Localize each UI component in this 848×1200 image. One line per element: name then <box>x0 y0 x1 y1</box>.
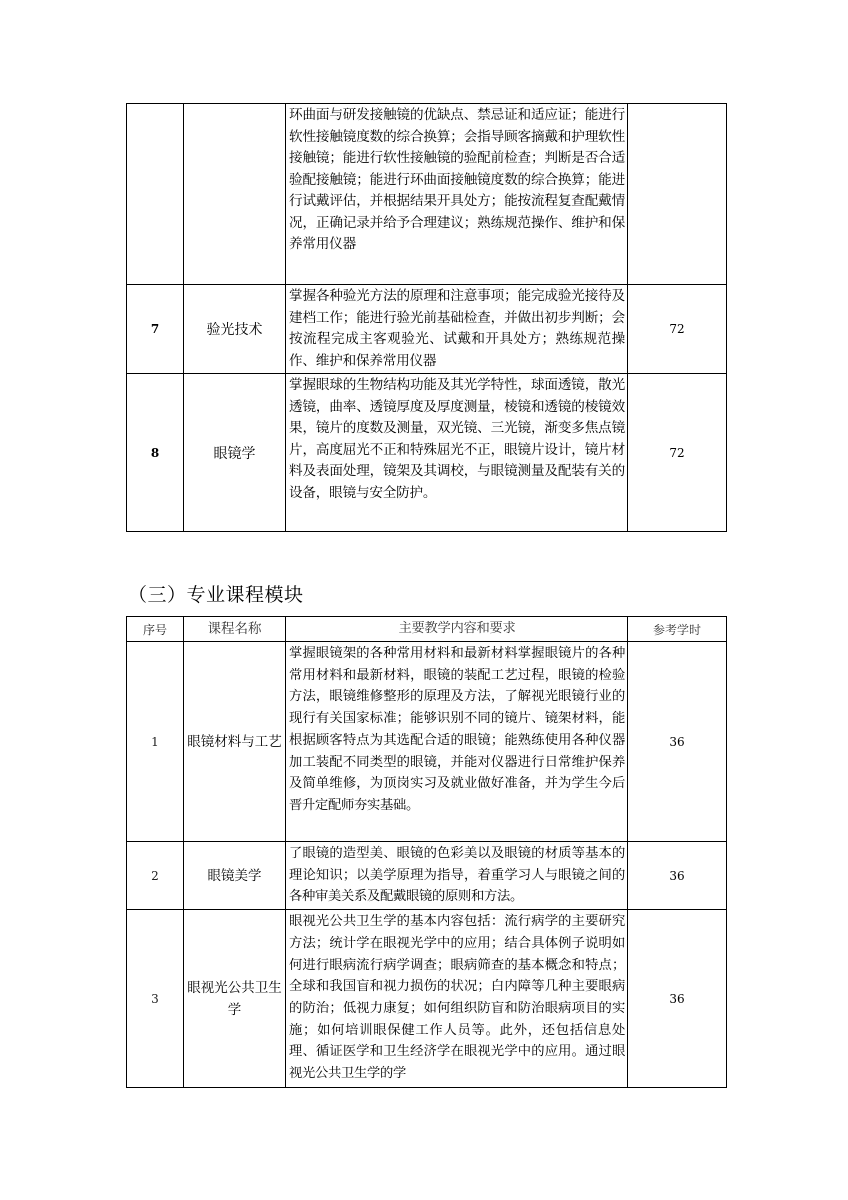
course-content: 掌握各种验光方法的原理和注意事项；能完成验光接待及建档工作；能进行验光前基础检查，并做出初步判断；会按流程完成主客观验光、试戴和开具处方；熟练规范操作、维护和保养常用仪器 <box>286 285 628 374</box>
course-hours: 36 <box>628 842 727 910</box>
course-name: 眼视光公共卫生学 <box>184 910 286 1088</box>
header-hours: 参考学时 <box>628 617 727 642</box>
row-number: 7 <box>127 285 184 374</box>
professional-course-table <box>126 616 727 1088</box>
table-row <box>127 642 727 842</box>
course-hours: 72 <box>628 285 727 374</box>
course-name: 验光技术 <box>184 285 286 374</box>
table-row <box>127 910 727 1088</box>
table-row <box>127 842 727 910</box>
row-number: 3 <box>127 910 184 1088</box>
course-content: 眼视光公共卫生学的基本内容包括：流行病学的主要研究方法；统计学在眼视光学中的应用；结合具体例子说明如何进行眼病流行病学调查；眼病筛查的基本概念和特点；全球和我国盲和视力损伤的状况；白内障等几种主要眼病的防治；低视力康复；如何组织防盲和防治眼病项目的实施；如何培训眼保健工作人员等。此外，还包括信息处理、循证医学和卫生经济学在眼视光学中的应用。通过眼视光公共卫生学的学 <box>286 910 628 1088</box>
header-name: 课程名称 <box>184 617 286 642</box>
table-row <box>127 374 727 532</box>
header-content: 主要教学内容和要求 <box>286 617 628 642</box>
header-num: 序号 <box>127 617 184 642</box>
course-name: 眼镜材料与工艺 <box>184 642 286 842</box>
table-row <box>127 285 727 374</box>
course-hours: 36 <box>628 910 727 1088</box>
course-content: 环曲面与研发接触镜的优缺点、禁忌证和适应证；能进行软性接触镜度数的综合换算；会指导顾客摘戴和护理软性接触镜；能进行软性接触镜的验配前检查；判断是否合适验配接触镜；能进行环曲面接触镜度数的综合换算；能进行试戴评估，并根据结果开具处方；能按流程复查配戴情况，正确记录并给予合理建议；熟练规范操作、维护和保养常用仪器 <box>286 104 628 285</box>
course-hours: 72 <box>628 374 727 532</box>
section-title: （三）专业课程模块 <box>128 584 304 606</box>
course-name <box>184 104 286 285</box>
row-number <box>127 104 184 285</box>
table-row <box>127 104 727 285</box>
course-hours <box>628 104 727 285</box>
course-name: 眼镜美学 <box>184 842 286 910</box>
course-content: 掌握眼镜架的各种常用材料和最新材料掌握眼镜片的各种常用材料和最新材料，眼镜的装配工艺过程，眼镜的检验方法，眼镜维修整形的原理及方法，了解视光眼镜行业的现行有关国家标准；能够识别不同的镜片、镜架材料，能根据顾客特点为其选配合适的眼镜；能熟练使用各种仪器加工装配不同类型的眼镜，并能对仪器进行日常维护保养及简单维修，为顶岗实习及就业做好准备，并为学生今后晋升定配师夯实基础。 <box>286 642 628 842</box>
course-hours: 36 <box>628 642 727 842</box>
row-number: 8 <box>127 374 184 532</box>
course-content: 了眼镜的造型美、眼镜的色彩美以及眼镜的材质等基本的理论知识；以美学原理为指导，着重学习人与眼镜之间的各种审美关系及配戴眼镜的原则和方法。 <box>286 842 628 910</box>
course-name: 眼镜学 <box>184 374 286 532</box>
course-content: 掌握眼球的生物结构功能及其光学特性，球面透镜，散光透镜，曲率、透镜厚度及厚度测量，棱镜和透镜的棱镜效果，镜片的度数及测量，双光镜、三光镜，渐变多焦点镜片，高度屈光不正和特殊屈光不正，眼镜片设计，镜片材料及表面处理，镜架及其调校，与眼镜测量及配装有关的设备，眼镜与安全防护。 <box>286 374 628 532</box>
table-header-row <box>127 617 727 642</box>
row-number: 2 <box>127 842 184 910</box>
row-number: 1 <box>127 642 184 842</box>
curriculum-table-continued <box>126 103 727 532</box>
